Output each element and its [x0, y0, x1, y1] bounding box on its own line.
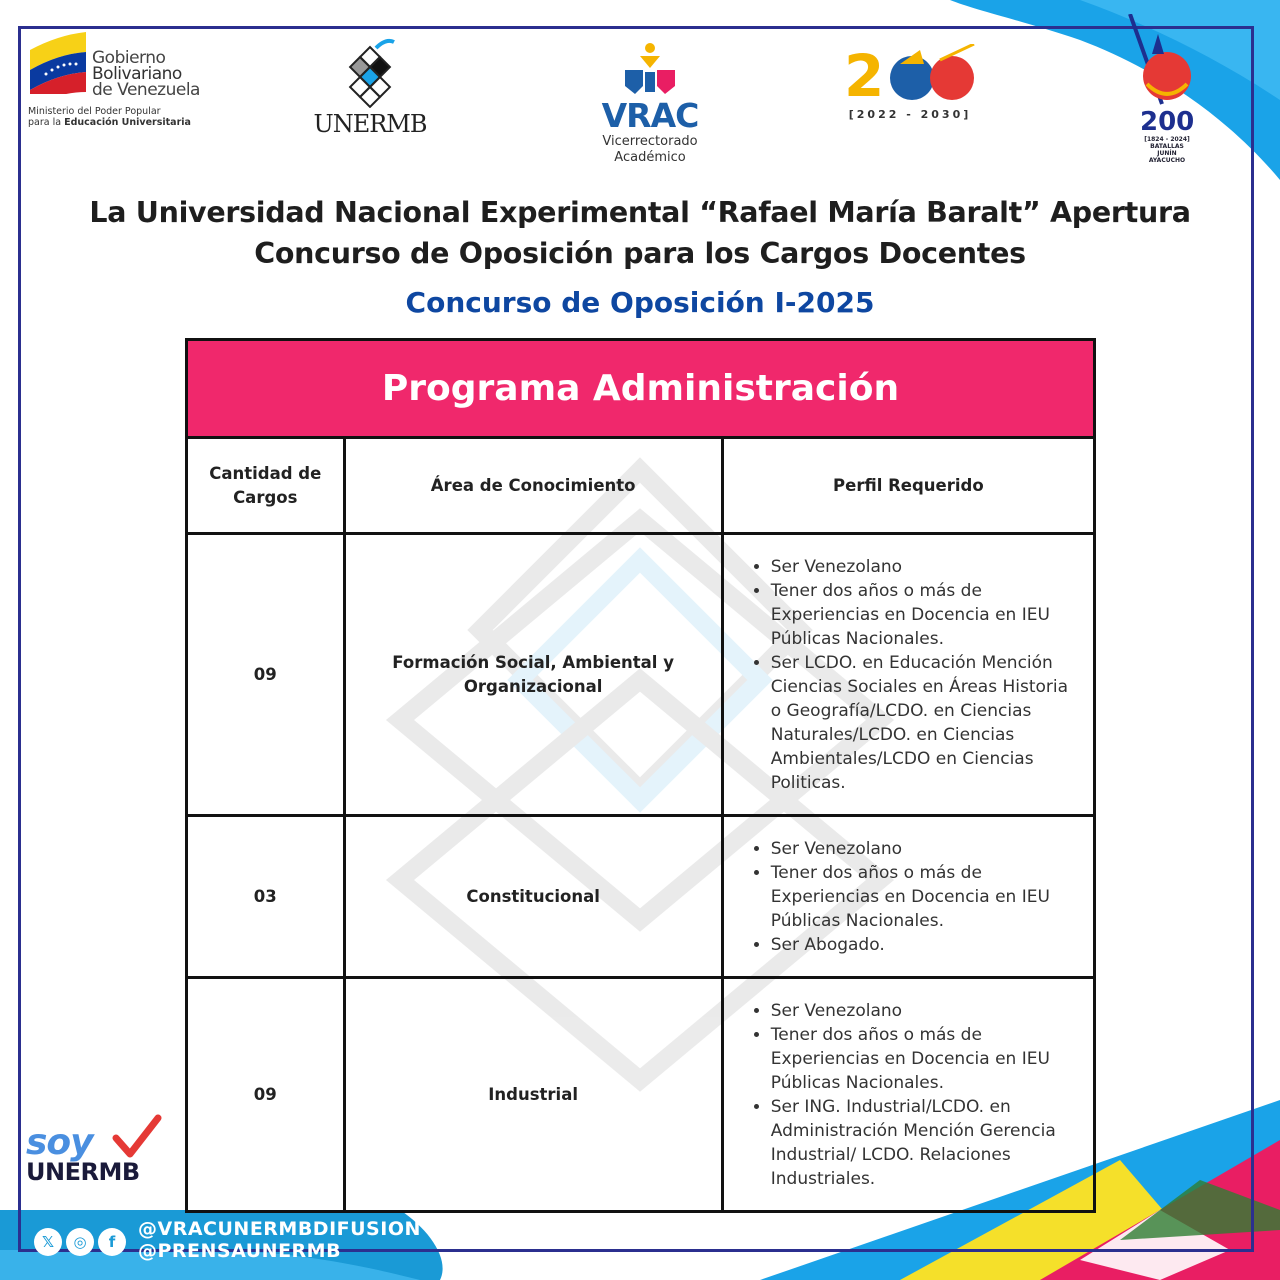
area-label: Formación Social, Ambiental y Organizacional	[392, 652, 674, 696]
facebook-icon[interactable]: f	[98, 1228, 126, 1256]
perfil-item: • Tener dos años o más de Experiencias en Docencia en IEU Públicas Nacionales.	[771, 1023, 1069, 1095]
ministerio-line-1: Ministerio del Poder Popular	[28, 106, 161, 117]
perfil-item: • Ser Venezolano	[771, 837, 1069, 861]
perfil-item: • Ser Venezolano	[771, 555, 1069, 579]
ayacucho-text	[1122, 136, 1212, 164]
perfil-item: • Ser Abogado.	[771, 933, 1069, 957]
perfil-item: • Ser LCDO. en Educación Mención Ciencias Sociales en Áreas Historia o Geografía/LCDO. en Ciencias Naturales/LCDO. en Ciencias Ambientales/LCDO en Ciencias Politicas.	[771, 651, 1069, 795]
perfil-cell	[722, 978, 1094, 1212]
svg-text:200: 200	[1140, 107, 1195, 134]
social-handle-vrac[interactable]: @VRACUNERMBDIFUSION	[138, 1218, 421, 1240]
vrac-subtitle-line-2: Académico	[614, 150, 686, 165]
vrac-subtitle-line-1: Vicerrectorado	[602, 134, 698, 149]
vrac-subtitle	[590, 134, 710, 166]
soy-text: soy	[26, 1122, 93, 1163]
ayacucho-line-4: AYACUCHO	[1148, 157, 1186, 164]
perfil-item: • Tener dos años o más de Experiencias en Docencia en IEU Públicas Nacionales.	[771, 861, 1069, 933]
program-header: Programa Administración	[187, 340, 1095, 438]
svg-text:2: 2	[844, 44, 885, 110]
gobierno-text	[92, 50, 200, 98]
gobierno-logo	[28, 30, 203, 130]
area-cell: Industrial	[344, 978, 722, 1212]
ayacucho-line-1: [1824 - 2024]	[1144, 136, 1190, 143]
anniversary-years: [2022 - 2030]	[848, 108, 972, 121]
ministerio-line-2-bold: Educación Universitaria	[64, 117, 191, 128]
unermb-logo-text: UNERMB	[313, 110, 427, 138]
perfil-list	[724, 999, 1093, 1191]
program-header-row	[187, 340, 1095, 438]
gobierno-line-3: de Venezuela	[92, 80, 200, 100]
ayacucho-sword-icon	[1122, 14, 1212, 134]
social-handles	[138, 1218, 421, 1262]
perfil-cell	[722, 816, 1094, 978]
cantidad-cell: 09	[187, 534, 345, 816]
unermb-logo	[310, 38, 430, 138]
column-header-cantidad	[187, 438, 345, 534]
perfil-item: • Ser ING. Industrial/LCDO. en Administración Mención Gerencia Industrial/ LCDO. Relaciones Industriales.	[771, 1095, 1069, 1191]
social-handle-prensa[interactable]: @PRENSAUNERMB	[138, 1240, 342, 1262]
vrac-people-icon	[615, 42, 685, 98]
area-cell	[344, 534, 722, 816]
perfil-list	[724, 555, 1093, 795]
vrac-logo-text: VRAC	[601, 96, 699, 135]
column-header-area: Área de Conocimiento	[344, 438, 722, 534]
venezuela-flag-icon	[28, 30, 88, 94]
gobierno-line-1: Gobierno	[92, 48, 166, 68]
anniversary-200-icon	[840, 44, 980, 110]
page-subtitle: Concurso de Oposición I-2025	[405, 286, 875, 319]
ayacucho-line-2: BATALLAS	[1150, 143, 1184, 150]
area-cell: Constitucional	[344, 816, 722, 978]
page-title: La Universidad Nacional Experimental “Rafael María Baralt” Apertura Concurso de Oposición para los Cargos Docentes	[89, 196, 1191, 270]
perfil-item: • Tener dos años o más de Experiencias en Docencia en IEU Públicas Nacionales.	[771, 579, 1069, 651]
perfil-list	[724, 837, 1093, 957]
ayacucho-line-3: JUNÍN	[1157, 150, 1177, 157]
x-icon[interactable]: 𝕏	[34, 1228, 62, 1256]
instagram-icon[interactable]: ◎	[66, 1228, 94, 1256]
unermb-diamond-icon	[336, 38, 406, 108]
ayacucho-logo	[1122, 14, 1212, 174]
anniversary-200-logo	[840, 44, 980, 134]
cantidad-cell: 09	[187, 978, 345, 1212]
column-header-row	[187, 438, 1095, 534]
perfil-item: • Ser Venezolano	[771, 999, 1069, 1023]
perfil-cell	[722, 534, 1094, 816]
table-row	[187, 816, 1095, 978]
unermb-footer-text: UNERMB	[26, 1158, 140, 1186]
table-row	[187, 534, 1095, 816]
cantidad-cell: 03	[187, 816, 345, 978]
program-table	[185, 338, 1096, 1213]
vrac-logo	[590, 42, 710, 165]
gobierno-line-2: Bolivariano	[92, 64, 182, 84]
column-header-perfil: Perfil Requerido	[722, 438, 1094, 534]
ministerio-line-2-prefix: para la	[28, 117, 65, 128]
ministerio-text	[28, 106, 191, 128]
checkmark-icon	[112, 1114, 162, 1160]
soy-unermb-logo	[26, 1118, 176, 1188]
table-row	[187, 978, 1095, 1212]
column-header-cantidad-label: Cantidad de Cargos	[209, 463, 322, 507]
